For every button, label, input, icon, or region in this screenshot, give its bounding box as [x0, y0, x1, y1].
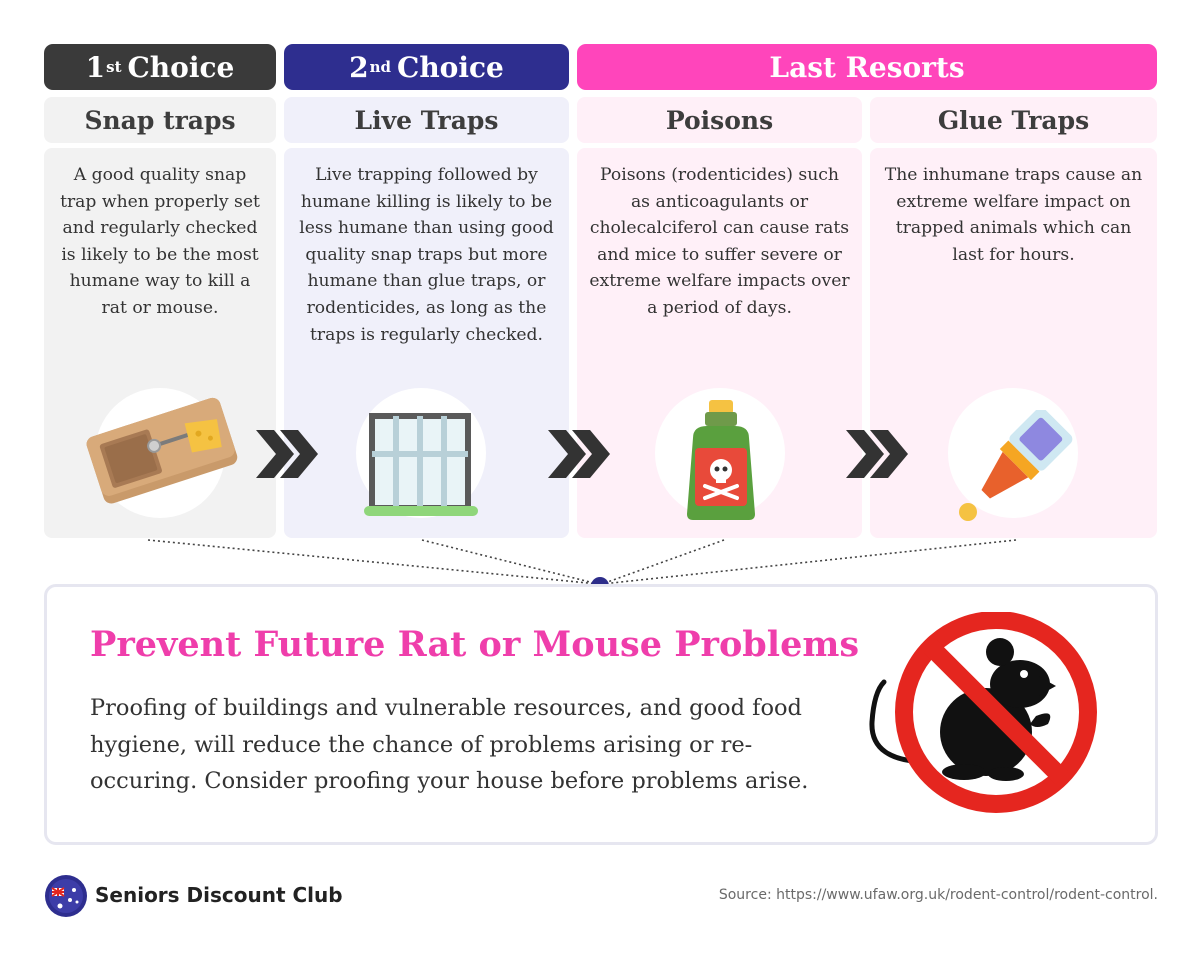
source-text: Source: https://www.ufaw.org.uk/rodent-control/rodent-control.	[718, 887, 1158, 903]
snap-traps-description: A good quality snap trap when properly set and regularly checked is likely to be the most humane way to kill a rat or mouse.	[60, 165, 260, 318]
live-traps-title-text: Live Traps	[354, 105, 499, 135]
prevent-title: Prevent Future Rat or Mouse Problems	[90, 624, 860, 665]
cage-icon	[362, 412, 480, 520]
second-choice-suffix: nd	[369, 58, 392, 76]
second-choice-header	[284, 44, 569, 90]
last-resorts-label: Last Resorts	[769, 50, 965, 84]
first-choice-rank: 1	[85, 50, 106, 84]
first-choice-suffix: st	[106, 58, 122, 76]
live-traps-panel	[284, 148, 569, 538]
last-resorts-header	[577, 44, 1157, 90]
no-rats-icon	[860, 612, 1100, 817]
poisons-title	[577, 97, 862, 143]
first-choice-header	[44, 44, 276, 90]
live-traps-title	[284, 97, 569, 143]
poisons-title-text: Poisons	[665, 105, 774, 135]
poisons-panel	[577, 148, 862, 538]
brand-name: Seniors Discount Club	[95, 883, 343, 907]
glue-tube-icon	[954, 410, 1074, 522]
australia-badge-icon	[44, 874, 88, 918]
glue-traps-title	[870, 97, 1157, 143]
glue-traps-title-text: Glue Traps	[937, 105, 1090, 135]
poisons-description: Poisons (rodenticides) such as anticoagulants or cholecalciferol can cause rats and mice to suffer severe or extreme welfare impacts over a period of days.	[589, 165, 850, 318]
mouse-trap-icon	[84, 386, 239, 516]
chevron-right-icon	[844, 428, 910, 480]
chevron-right-icon	[254, 428, 320, 480]
chevron-right-icon	[546, 428, 612, 480]
snap-traps-title-text: Snap traps	[84, 105, 236, 135]
poison-bottle-icon	[681, 398, 761, 522]
second-choice-rank: 2	[349, 50, 369, 84]
glue-traps-description: The inhumane traps cause an extreme welfare impact on trapped animals which can last for hours.	[884, 165, 1143, 265]
snap-traps-title	[44, 97, 276, 143]
prevent-text: Proofing of buildings and vulnerable resources, and good food hygiene, will reduce the chance of problems arising or re-occuring. Consider proofing your house before problems arise.	[90, 695, 809, 794]
snap-traps-panel	[44, 148, 276, 538]
second-choice-label: Choice	[397, 50, 504, 84]
first-choice-label: Choice	[127, 50, 235, 84]
glue-traps-panel	[870, 148, 1157, 538]
live-traps-description: Live trapping followed by humane killing is likely to be less humane than using good quality snap traps but more humane than glue traps, or rodenticides, as long as the traps is regularly checked.	[299, 165, 554, 345]
